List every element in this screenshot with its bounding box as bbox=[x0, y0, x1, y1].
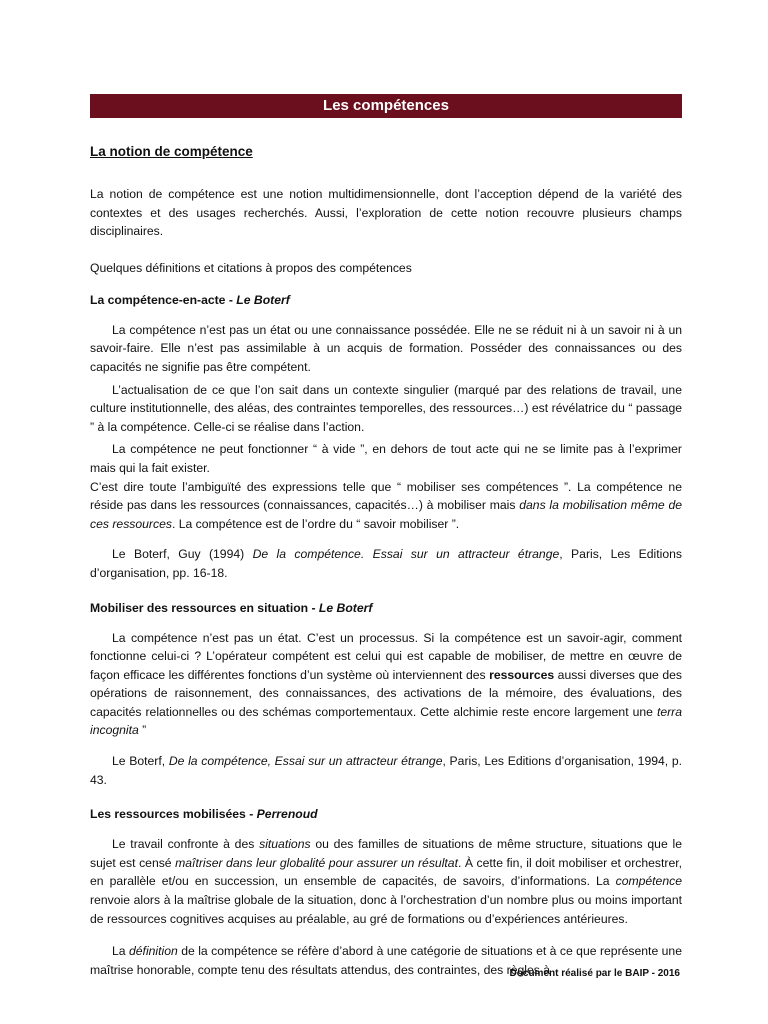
text-run: La compétence n’est pas un état. C’est un processus. Si la compétence est un savoir-agir, comment fonctionne celui-ci ? L’opérateur compétent est celui qui est capable de mobiliser, de mettre en œuvre de façon efficace les différentes fonctions d’un système où interviennent des bbox=[90, 630, 682, 682]
paragraph bbox=[90, 629, 682, 741]
citation-reference bbox=[90, 545, 682, 582]
page-footer: Document réalisé par le BAIP - 2016 bbox=[509, 968, 680, 979]
text-run: ou des familles de situations de même structure, situations que le sujet est censé bbox=[90, 837, 682, 870]
subsection-heading-text: Les ressources mobilisées - bbox=[90, 807, 257, 822]
document-page bbox=[90, 94, 682, 979]
page-title: Les compétences bbox=[90, 94, 682, 118]
text-run: renvoie alors à la maîtrise globale de la situation, donc à l’orchestration d’un nombre plus ou moins important de ressources cognitives acquises au préalable, au gré de formations ou d’expériences antérieures. bbox=[90, 893, 682, 926]
book-title: De la compétence, Essai sur un attracteur étrange bbox=[168, 754, 443, 769]
text-run: C’est dire toute l’ambiguïté des expressions telle que “ mobiliser ses compétences ”. La compétence ne réside pas dans les ressources (connaissances, capacités…) à mobiliser mais bbox=[90, 479, 682, 513]
text-run: de la compétence se réfère d’abord à une catégorie de situations et à ce que représente une maîtrise honorable, compte tenu des résultats attendus, des contraintes, des règles à bbox=[90, 944, 682, 977]
paragraph: La compétence ne peut fonctionner “ à vide ”, en dehors de tout acte qui ne se limite pas à l’exprimer mais qui la fait exister. bbox=[90, 442, 682, 475]
text-run: . La compétence est de l’ordre du “ savoir mobiliser ”. bbox=[171, 516, 460, 531]
text-run: aussi diverses que des opérations de raisonnement, des connaissances, des activations de la mémoire, des évaluations, des capacités relationnelles ou des schémas comportementaux. Cette alchimie reste encore largement une bbox=[90, 667, 682, 719]
paragraph bbox=[90, 835, 682, 928]
subsection-heading-mobiliser bbox=[90, 601, 682, 615]
paragraph: La compétence n’est pas un état ou une connaissance possédée. Elle ne se réduit ni à un savoir ni à un savoir-faire. Elle n’est pas assimilable à un acquis de formation. Posséder des connaissances ou des capacités ne signifie pas être compétent. bbox=[90, 322, 682, 374]
text-run-italic: terra incognita bbox=[90, 704, 682, 738]
text-run: Le travail confronte à des bbox=[112, 837, 260, 852]
text-run: , Paris, Les Editions d’organisation, 1994, p. 43. bbox=[90, 754, 683, 787]
text-run: La bbox=[112, 944, 129, 959]
text-run-italic: dans la mobilisation même de ces ressources bbox=[90, 498, 682, 531]
text-run: , Paris, Les Editions d’organisation, pp. 16-18. bbox=[90, 547, 682, 580]
text-run: Le Boterf, bbox=[112, 754, 169, 769]
text-run-italic: compétence bbox=[615, 874, 682, 889]
text-run-bold: ressources bbox=[489, 667, 555, 682]
subsection-heading-author: Le Boterf bbox=[318, 600, 373, 615]
definitions-subtitle: Quelques définitions et citations à propos des compétences bbox=[90, 260, 412, 275]
text-run: Le Boterf, Guy (1994) bbox=[112, 547, 253, 562]
section-heading: La notion de compétence bbox=[90, 144, 253, 159]
subsection-heading-author: Perrenoud bbox=[256, 807, 318, 822]
text-run: ” bbox=[138, 723, 147, 738]
intro-paragraph: La notion de compétence est une notion multidimensionnelle, dont l’acception dépend de la variété des contextes et des usages recherchés. Aussi, l’exploration de cette notion recouvre plusieurs champs disciplinaires. bbox=[90, 187, 682, 239]
subsection-heading-competence-en-acte bbox=[90, 293, 682, 307]
text-run-italic: définition bbox=[129, 944, 178, 959]
subsection-heading-ressources bbox=[90, 807, 682, 821]
text-run: . À cette fin, il doit mobiliser et orchestrer, en parallèle et/ou en succession, un ensemble de capacités, de savoirs, d’informations. La bbox=[90, 855, 682, 889]
book-title: De la compétence. Essai sur un attracteur étrange bbox=[252, 547, 560, 562]
citation-reference bbox=[90, 752, 682, 789]
paragraph bbox=[90, 478, 682, 534]
subsection-heading-author: Le Boterf bbox=[236, 292, 290, 307]
text-run-italic: situations bbox=[259, 837, 311, 852]
subsection-heading-text: Mobiliser des ressources en situation - bbox=[90, 600, 319, 615]
text-run-italic: maîtriser dans leur globalité pour assurer un résultat bbox=[175, 855, 458, 870]
subsection-heading-text: La compétence-en-acte - bbox=[90, 292, 237, 307]
paragraph: L’actualisation de ce que l’on sait dans un contexte singulier (marqué par des relations de travail, une culture institutionnelle, des aléas, des contraintes temporelles, des ressources…) est révélatrice du “ passage ” à la compétence. Celle-ci se réalise dans l’action. bbox=[90, 382, 682, 434]
